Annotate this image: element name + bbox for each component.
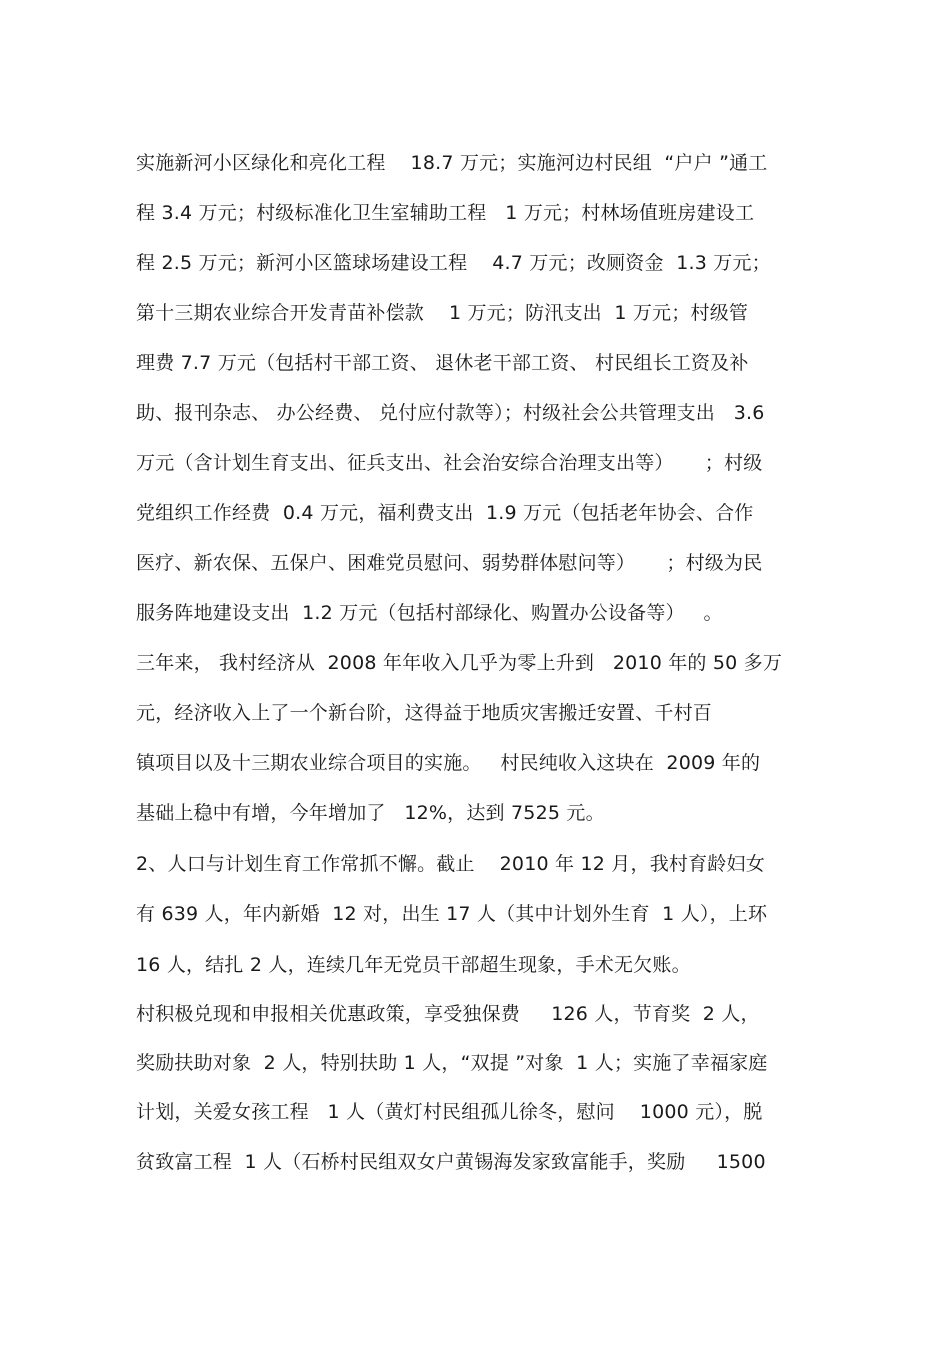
text-line: 贫致富工程 1 人（石桥村民组双女户黄锡海发家致富能手，奖励 1500 (136, 1151, 766, 1173)
text-line: 16 人，结扎 2 人，连续几年无党员干部超生现象，手术无欠账。 (136, 954, 691, 976)
text-line: 奖励扶助对象 2 人，特别扶助 1 人，“双提 ”对象 1 人；实施了幸福家庭 (136, 1052, 768, 1074)
text-line: 计划，关爱女孩工程 1 人（黄灯村民组孤儿徐冬，慰问 1000 元），脱 (136, 1101, 763, 1123)
text-line: 第十三期农业综合开发青苗补偿款 1 万元；防汛支出 1 万元；村级管 (136, 302, 749, 324)
text-line: 实施新河小区绿化和亮化工程 18.7 万元；实施河边村民组 “户户 ”通工 (136, 152, 768, 174)
text-line: 党组织工作经费 0.4 万元，福利费支出 1.9 万元（包括老年协会、合作 (136, 502, 754, 524)
text-line: 程 3.4 万元；村级标准化卫生室辅助工程 1 万元；村林场值班房建设工 (136, 202, 755, 224)
text-line: 理费 7.7 万元（包括村干部工资、 退休老干部工资、 村民组长工资及补 (136, 352, 749, 374)
text-line: 服务阵地建设支出 1.2 万元（包括村部绿化、购置办公设备等） 。 (136, 602, 723, 624)
text-line: 基础上稳中有增，今年增加了 12%，达到 7525 元。 (136, 802, 605, 824)
text-line: 程 2.5 万元；新河小区篮球场建设工程 4.7 万元；改厕资金 1.3 万元； (136, 252, 771, 274)
paragraph-start-line: 2、人口与计划生育工作常抓不懈。截止 2010 年 12 月，我村育龄妇女 (136, 853, 765, 875)
paragraph-start-line: 三年来， 我村经济从 2008 年年收入几乎为零上升到 2010 年的 50 多万 (136, 652, 783, 674)
text-line: 有 639 人，年内新婚 12 对，出生 17 人（其中计划外生育 1 人），上环 (136, 903, 768, 925)
text-line: 医疗、新农保、五保户、困难党员慰问、弱势群体慰问等） ；村级为民 (136, 552, 763, 574)
text-line: 助、报刊杂志、 办公经费、 兑付应付款等）；村级社会公共管理支出 3.6 (136, 402, 765, 424)
text-line: 元，经济收入上了一个新台阶，这得益于地质灾害搬迁安置、千村百 (136, 702, 713, 724)
text-line: 镇项目以及十三期农业综合项目的实施。 村民纯收入这块在 2009 年的 (136, 752, 761, 774)
paragraph-start-line: 村积极兑现和申报相关优惠政策，享受独保费 126 人，节育奖 2 人， (136, 1003, 760, 1025)
text-line: 万元（含计划生育支出、征兵支出、社会治安综合治理支出等） ；村级 (136, 452, 763, 474)
